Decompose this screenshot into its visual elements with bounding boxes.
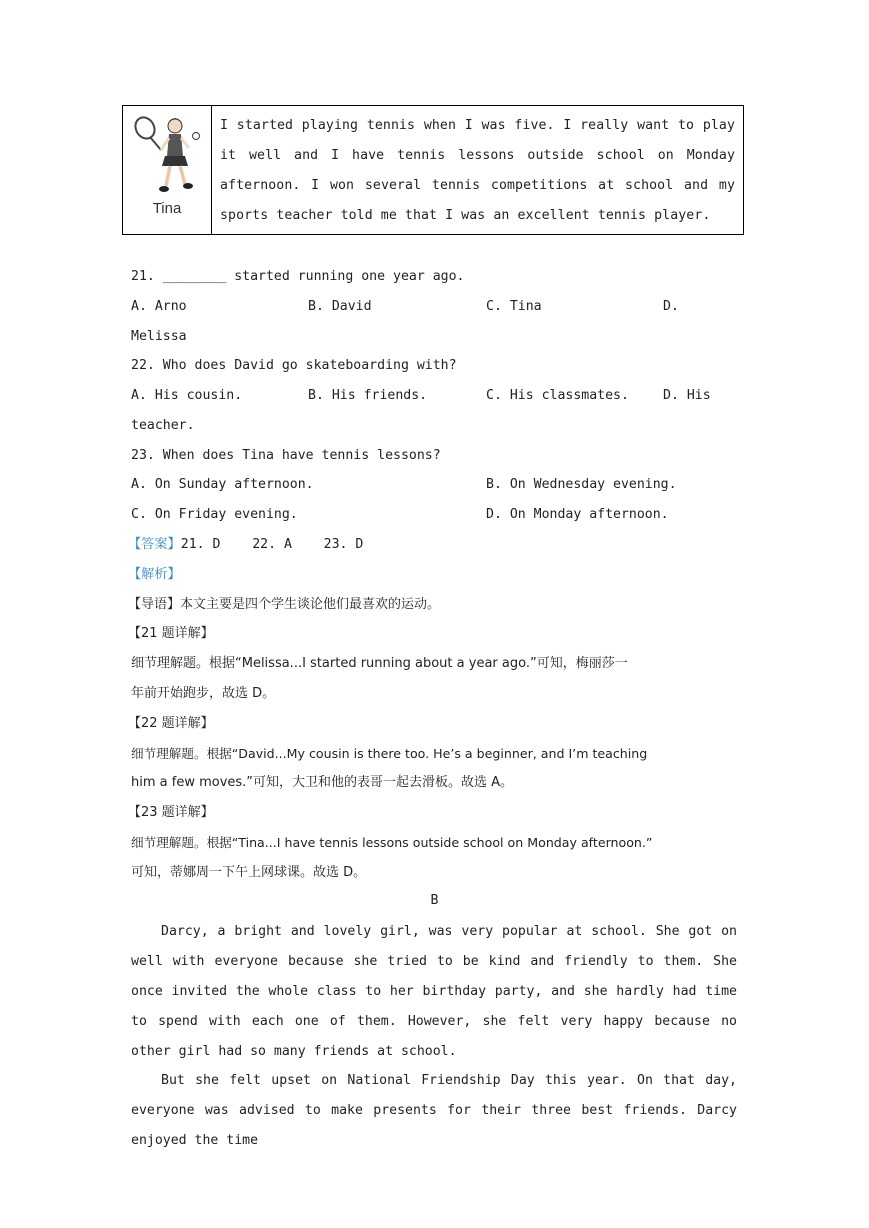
question-23-option-d: D. On Monday afternoon.: [486, 507, 669, 522]
question-21-option-c: C. Tina: [486, 299, 542, 314]
question-22-option-d: D. His: [663, 388, 711, 403]
detail-23-heading: 【23 题详解】: [128, 805, 214, 820]
question-23-option-a: A. On Sunday afternoon.: [131, 477, 314, 492]
section-b-paragraph-2: But she felt upset on National Friendship Day this year. On that day, everyone was advised to make presents for their three best friends. Darcy enjoyed the time: [131, 1073, 737, 1148]
intro-text: 【导语】本文主要是四个学生谈论他们最喜欢的运动。: [128, 597, 441, 612]
tina-statement: I started playing tennis when I was five. I really want to play it well and I have tennis lessons outside school on Monday afternoon. I won several tennis competitions at school and my sports teacher told me that I was an excellent tennis player.: [220, 118, 735, 223]
detail-22-line-2: him a few moves.”可知，大卫和他的表哥一起去滑板。故选 A。: [131, 775, 514, 790]
question-21-option-d: D.: [663, 299, 679, 314]
detail-22-line-1: 细节理解题。根据“David...My cousin is there too. He’s a beginner, and I’m teaching: [131, 746, 648, 761]
analysis-label: 【解析】: [128, 567, 181, 582]
question-22-option-d-wrap: teacher.: [131, 418, 195, 433]
question-23-option-b: B. On Wednesday evening.: [486, 477, 677, 492]
detail-23-line-1: 细节理解题。根据“Tina...I have tennis lessons outside school on Monday afternoon.”: [131, 835, 653, 850]
question-23-option-c: C. On Friday evening.: [131, 507, 298, 522]
answer-value: 21. D 22. A 23. D: [180, 537, 364, 552]
detail-23-line-2: 可知，蒂娜周一下午上网球课。故选 D。: [131, 865, 367, 880]
detail-21-line-2: 年前开始跑步，故选 D。: [131, 686, 276, 701]
question-21-option-a: A. Arno: [131, 299, 187, 314]
detail-21-line-1: 细节理解题。根据“Melissa...I started running about a year ago.”可知，梅丽莎一: [131, 656, 628, 671]
tennis-player-illustration: [131, 112, 203, 198]
question-22-option-a: A. His cousin.: [131, 388, 243, 403]
answer-line: [128, 536, 363, 554]
tina-caption: Tina: [152, 200, 182, 217]
question-21-option-d-wrap: Melissa: [131, 329, 187, 344]
question-22-option-c: C. His classmates.: [486, 388, 629, 403]
detail-22-heading: 【22 题详解】: [128, 716, 214, 731]
section-b-heading: B: [430, 893, 439, 908]
tina-picture-cell: [123, 106, 212, 234]
answer-label: 【答案】: [128, 537, 181, 552]
section-b-paragraph-1: Darcy, a bright and lovely girl, was very popular at school. She got on well with everyone because she tried to be kind and friendly to them. She once invited the whole class to her birthday party, and she hardly had time to spend with each one of them. However, she felt very happy because no other girl had so many friends at school.: [131, 924, 737, 1059]
question-23-stem: 23. When does Tina have tennis lessons?: [131, 448, 441, 463]
detail-21-heading: 【21 题详解】: [128, 626, 214, 641]
tina-table: [122, 105, 744, 235]
question-21-option-b: B. David: [308, 299, 372, 314]
question-22-stem: 22. Who does David go skateboarding with?: [131, 358, 457, 373]
question-21-stem: 21. ________ started running one year ago.: [131, 269, 465, 284]
question-22-option-b: B. His friends.: [308, 388, 428, 403]
